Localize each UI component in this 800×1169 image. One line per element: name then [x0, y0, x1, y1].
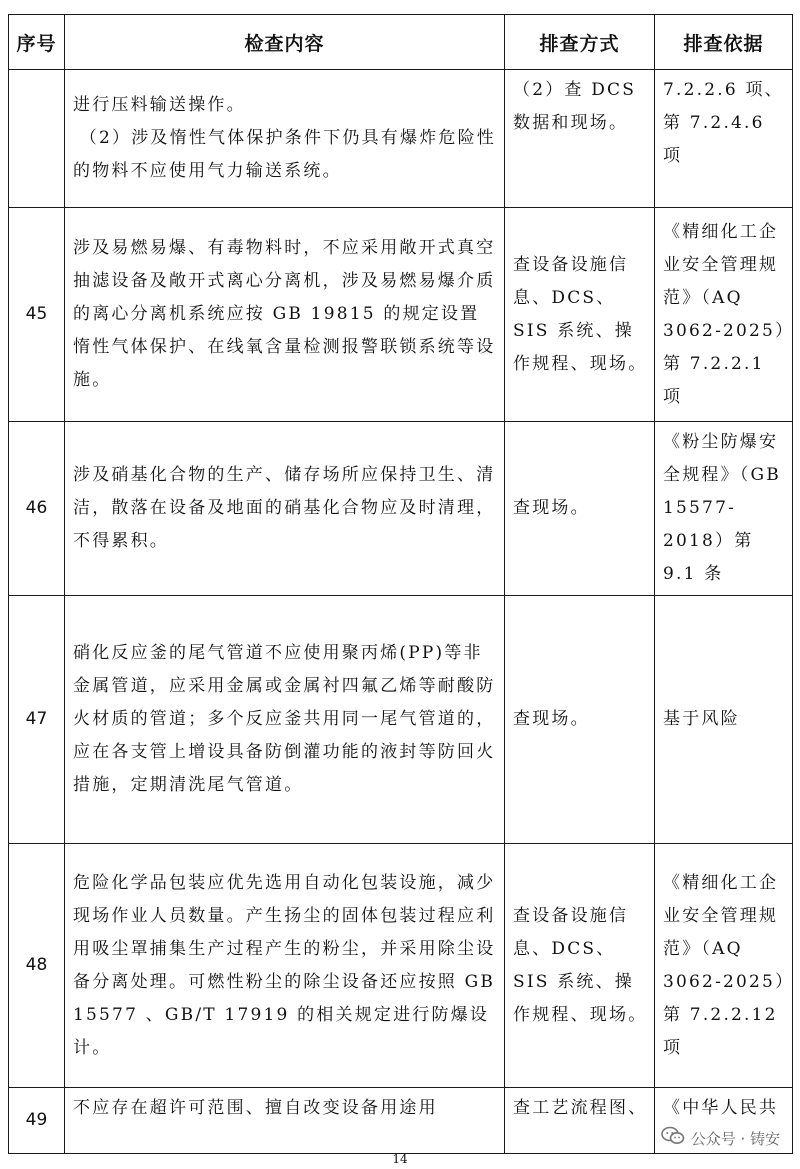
row-method: （2）查 DCS 数据和现场。: [505, 70, 655, 208]
row-method: 查工艺流程图、: [505, 1088, 655, 1154]
row-method: 查现场。: [505, 422, 655, 596]
row-method: 查设备设施信息、DCS、SIS 系统、操作规程、现场。: [505, 208, 655, 422]
table-row: [9, 70, 793, 208]
table-row: [9, 422, 793, 596]
row-content: [65, 70, 505, 208]
content-paragraph: 进行压料输送操作。: [73, 95, 246, 115]
content-paragraph: （2）涉及惰性气体保护条件下仍具有爆炸危险性的物料不应使用气力输送系统。: [73, 128, 497, 181]
row-number: 45: [9, 208, 65, 422]
row-method: 查现场。: [505, 596, 655, 844]
wechat-icon: [661, 1126, 685, 1150]
row-number: [9, 70, 65, 208]
row-content: 涉及易燃易爆、有毒物料时，不应采用敞开式真空抽滤设备及敞开式离心分离机，涉及易燃易爆介质的离心分离机系统应按 GB 19815 的规定设置惰性气体保护、在线氧含量检测报警联锁系统等设施。: [65, 208, 505, 422]
row-basis: 《粉尘防爆安全规程》（GB 15577-2018）第 9.1 条: [655, 422, 793, 596]
header-basis: 排查依据: [655, 15, 793, 70]
row-number: 47: [9, 596, 65, 844]
row-basis: 《精细化工企业安全管理规范》（AQ 3062-2025）第 7.2.2.12 项: [655, 844, 793, 1088]
row-content: 涉及硝基化合物的生产、储存场所应保持卫生、清洁，散落在设备及地面的硝基化合物应及时清理，不得累积。: [65, 422, 505, 596]
row-content: 危险化学品包装应优先选用自动化包装设施，减少现场作业人员数量。产生扬尘的固体包装过程应利用吸尘罩捕集生产过程产生的粉尘，并采用除尘设备分离处理。可燃性粉尘的除尘设备还应按照 GB 15577 、GB/T 17919 的相关规定进行防爆设计。: [65, 844, 505, 1088]
watermark-text: 公众号 · 铸安: [690, 1129, 780, 1148]
row-number: 49: [9, 1088, 65, 1154]
header-number: 序号: [9, 15, 65, 70]
row-content: 不应存在超许可范围、擅自改变设备用途用: [65, 1088, 505, 1154]
inspection-table: [8, 14, 793, 1154]
row-method: 查设备设施信息、DCS、SIS 系统、操作规程、现场。: [505, 844, 655, 1088]
table-row: [9, 596, 793, 844]
row-number: 46: [9, 422, 65, 596]
page-number: 14: [392, 1152, 408, 1166]
header-content: 检查内容: [65, 15, 505, 70]
row-basis: 7.2.2.6 项、第 7.2.4.6 项: [655, 70, 793, 208]
table-row: [9, 844, 793, 1088]
row-basis: 基于风险: [655, 596, 793, 844]
header-method: 排查方式: [505, 15, 655, 70]
table-header-row: [9, 15, 793, 70]
row-number: 48: [9, 844, 65, 1088]
row-basis: 《中华人民共: [655, 1088, 793, 1154]
row-content: 硝化反应釜的尾气管道不应使用聚丙烯(PP)等非金属管道，应采用金属或金属衬四氟乙烯等耐酸防火材质的管道；多个反应釜共用同一尾气管道的，应在各支管上增设具备防倒灌功能的液封等防回火措施，定期清洗尾气管道。: [65, 596, 505, 844]
wechat-watermark: [657, 1124, 784, 1152]
row-basis: 《精细化工企业安全管理规范》（AQ 3062-2025）第 7.2.2.1 项: [655, 208, 793, 422]
table-row: [9, 208, 793, 422]
